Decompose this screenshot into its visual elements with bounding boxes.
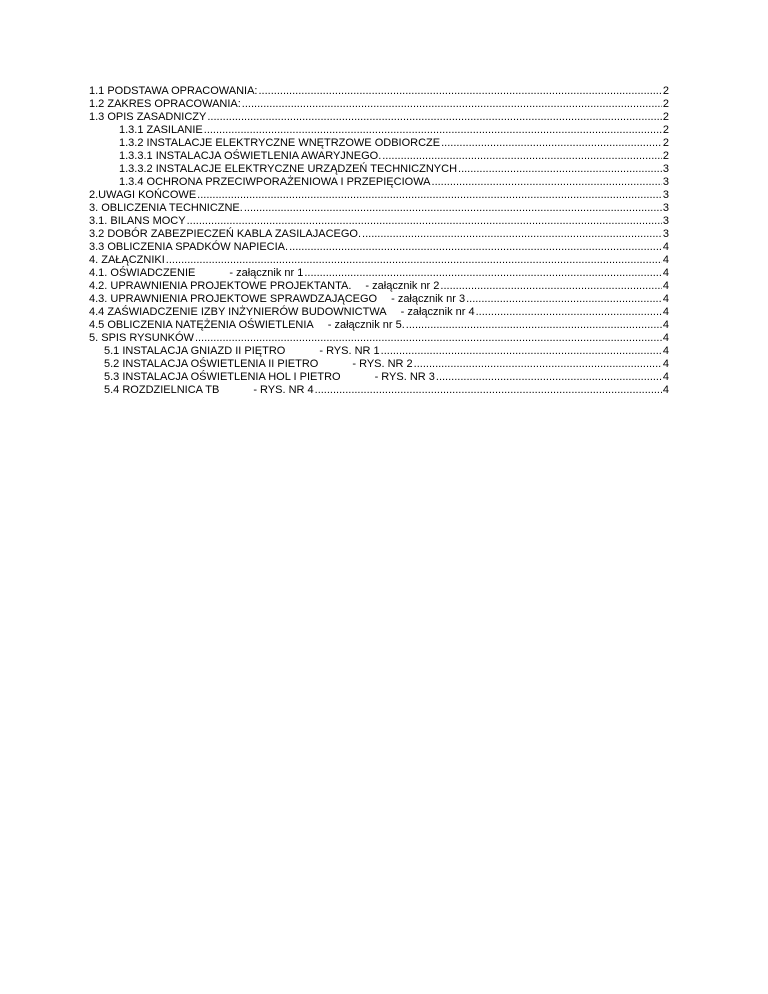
toc-entry-page-number: 4 xyxy=(662,241,669,253)
toc-entry-title-text: 3.2 DOBÓR ZABEZPIECZEŃ KABLA ZASILAJACEGO. xyxy=(89,228,362,240)
toc-entry[interactable] xyxy=(89,371,669,384)
toc-entry-attachment: - RYS. NR 1 xyxy=(319,345,380,357)
toc-entry-page-number: 4 xyxy=(662,254,669,266)
toc-entry-page-number: 4 xyxy=(662,371,669,383)
toc-entry-title xyxy=(89,98,241,111)
toc-entry-title-text: 5.3 INSTALACJA OŚWIETLENIA HOL I PIETRO xyxy=(104,371,341,383)
toc-entry[interactable] xyxy=(89,254,669,267)
toc-entry[interactable] xyxy=(89,189,669,202)
toc-entry-title xyxy=(119,137,440,150)
dot-leader xyxy=(244,202,662,215)
dot-leader xyxy=(187,215,662,228)
dot-leader xyxy=(259,85,662,98)
toc-entry-page-number: 2 xyxy=(662,98,669,110)
toc-entry-title-text: 1.3.2 INSTALACJE ELEKTRYCZNE WNĘTRZOWE ODBIORCZE xyxy=(119,137,441,149)
dot-leader xyxy=(195,332,662,345)
toc-entry-page-number: 4 xyxy=(662,319,669,331)
dot-leader xyxy=(436,371,662,384)
toc-entry-title-text: 1.3.1 ZASILANIE xyxy=(119,124,203,136)
toc-entry-title xyxy=(104,358,413,371)
toc-entry[interactable] xyxy=(89,319,669,332)
toc-entry-title xyxy=(104,371,435,384)
toc-entry[interactable] xyxy=(89,293,669,306)
toc-entry-attachment: - RYS. NR 2 xyxy=(352,358,413,370)
toc-entry-page-number: 4 xyxy=(662,384,669,396)
toc-entry-title-text: 4.2. UPRAWNIENIA PROJEKTOWE PROJEKTANTA. xyxy=(89,280,352,292)
toc-entry[interactable] xyxy=(89,137,669,150)
toc-entry-page-number: 3 xyxy=(662,228,669,240)
toc-entry[interactable] xyxy=(89,358,669,371)
dot-leader xyxy=(204,124,662,137)
toc-entry[interactable] xyxy=(89,85,669,98)
toc-entry-page-number: 3 xyxy=(662,189,669,201)
toc-entry[interactable] xyxy=(89,280,669,293)
toc-entry-page-number: 3 xyxy=(662,176,669,188)
toc-entry[interactable] xyxy=(89,215,669,228)
toc-entry[interactable] xyxy=(89,332,669,345)
toc-entry-title xyxy=(89,306,475,319)
toc-entry-attachment: - załącznik nr 4 xyxy=(400,306,475,318)
toc-entry-title-text: 4.5 OBLICZENIA NATĘŻENIA OŚWIETLENIA xyxy=(89,319,314,331)
toc-entry-title-text: 4.4 ZAŚWIADCZENIE IZBY INŻYNIERÓW BUDOWNICTWA xyxy=(89,306,387,318)
toc-entry-title-text: 5.4 ROZDZIELNICA TB xyxy=(104,384,220,396)
toc-entry-title-text: 1.2 ZAKRES OPRACOWANIA: xyxy=(89,98,241,110)
toc-entry-page-number: 3 xyxy=(662,215,669,227)
toc-entry-title xyxy=(89,215,186,228)
toc-entry-title-text: 5.1 INSTALACJA GNIAZD II PIĘTRO xyxy=(104,345,286,357)
dot-leader xyxy=(207,111,662,124)
dot-leader xyxy=(406,319,662,332)
toc-entry-title xyxy=(119,176,431,189)
dot-leader xyxy=(304,267,662,280)
toc-entry-title xyxy=(89,241,288,254)
toc-entry-title-text: 1.3.4 OCHRONA PRZECIWPORAŻENIOWA I PRZEPIĘCIOWA xyxy=(119,176,431,188)
toc-entry-page-number: 4 xyxy=(662,345,669,357)
toc-entry-title-text: 4.3. UPRAWNIENIA PROJEKTOWE SPRAWDZAJĄCEGO xyxy=(89,293,378,305)
dot-leader xyxy=(197,189,662,202)
dot-leader xyxy=(362,228,662,241)
toc-entry-title-text: 3. OBLICZENIA TECHNICZNE. xyxy=(89,202,243,214)
toc-entry-title xyxy=(89,280,439,293)
toc-entry[interactable] xyxy=(89,228,669,241)
toc-entry[interactable] xyxy=(89,176,669,189)
toc-entry[interactable] xyxy=(89,163,669,176)
toc-entry-attachment: - załącznik nr 5. xyxy=(327,319,405,331)
toc-entry-title-text: 1.3.3.2 INSTALACJE ELEKTRYCZNE URZĄDZEŃ TECHNICZNYCH xyxy=(119,163,458,175)
dot-leader xyxy=(381,345,662,358)
toc-entry-title xyxy=(89,189,196,202)
toc-entry[interactable] xyxy=(89,111,669,124)
toc-entry-page-number: 4 xyxy=(662,280,669,292)
toc-entry-title-text: 4.1. OŚWIADCZENIE xyxy=(89,267,196,279)
toc-entry-page-number: 4 xyxy=(662,293,669,305)
dot-leader xyxy=(476,306,662,319)
toc-entry-title xyxy=(89,254,165,267)
toc-entry-title-text: 3.1. BILANS MOCY xyxy=(89,215,186,227)
toc-entry-title xyxy=(89,111,206,124)
toc-entry-attachment: - RYS. NR 4 xyxy=(253,384,314,396)
toc-entry-attachment: - załącznik nr 3 xyxy=(391,293,466,305)
toc-entry-title-text: 1.3 OPIS ZASADNICZY xyxy=(89,111,207,123)
toc-entry[interactable] xyxy=(89,384,669,397)
toc-entry-page-number: 2 xyxy=(662,124,669,136)
dot-leader xyxy=(289,241,662,254)
toc-entry[interactable] xyxy=(89,202,669,215)
toc-entry-title xyxy=(104,384,314,397)
toc-entry[interactable] xyxy=(89,241,669,254)
toc-entry-page-number: 2 xyxy=(662,85,669,97)
toc-entry-page-number: 4 xyxy=(662,267,669,279)
dot-leader xyxy=(242,98,662,111)
toc-entry-page-number: 2 xyxy=(662,137,669,149)
toc-entry-title-text: 1.1 PODSTAWA OPRACOWANIA: xyxy=(89,85,258,97)
toc-entry-title xyxy=(119,150,381,163)
toc-entry-title xyxy=(89,267,303,280)
dot-leader xyxy=(432,176,662,189)
dot-leader xyxy=(441,137,662,150)
toc-entry-title-text: 3.3 OBLICZENIA SPADKÓW NAPIECIA. xyxy=(89,241,289,253)
toc-entry-attachment: - załącznik nr 2 xyxy=(365,280,440,292)
dot-leader xyxy=(382,150,662,163)
toc-entry-page-number: 4 xyxy=(662,358,669,370)
dot-leader xyxy=(458,163,662,176)
toc-entry-title-text: 1.3.3.1 INSTALACJA OŚWIETLENIA AWARYJNEGO. xyxy=(119,150,382,162)
toc-entry-attachment: - RYS. NR 3 xyxy=(374,371,435,383)
toc-entry[interactable] xyxy=(89,124,669,137)
toc-entry-title xyxy=(119,124,203,137)
toc-entry-title-text: 5.2 INSTALACJA OŚWIETLENIA II PIETRO xyxy=(104,358,319,370)
toc-entry-title xyxy=(89,332,194,345)
toc-entry-title xyxy=(89,293,465,306)
toc-entry[interactable] xyxy=(89,345,669,358)
toc-entry-attachment: - załącznik nr 1 xyxy=(229,267,304,279)
toc-entry-page-number: 2 xyxy=(662,111,669,123)
toc-entry-title xyxy=(89,319,405,332)
dot-leader xyxy=(440,280,661,293)
toc-entry[interactable] xyxy=(89,306,669,319)
toc-entry-title xyxy=(119,163,457,176)
toc-entry-page-number: 4 xyxy=(662,332,669,344)
table-of-contents xyxy=(89,85,669,397)
toc-entry-title-text: 2.UWAGI KOŃCOWE xyxy=(89,189,197,201)
toc-entry-page-number: 3 xyxy=(662,163,669,175)
toc-entry-title xyxy=(89,202,243,215)
toc-entry[interactable] xyxy=(89,150,669,163)
toc-entry-page-number: 4 xyxy=(662,306,669,318)
toc-entry-title xyxy=(104,345,380,358)
dot-leader xyxy=(414,358,662,371)
toc-entry-title-text: 4. ZAŁĄCZNIKI xyxy=(89,254,165,266)
dot-leader xyxy=(166,254,662,267)
toc-entry-page-number: 3 xyxy=(662,202,669,214)
toc-entry[interactable] xyxy=(89,98,669,111)
dot-leader xyxy=(466,293,662,306)
toc-entry-title xyxy=(89,228,361,241)
toc-entry-title-text: 5. SPIS RYSUNKÓW xyxy=(89,332,194,344)
toc-entry-title xyxy=(89,85,258,98)
toc-entry-page-number: 2 xyxy=(662,150,669,162)
dot-leader xyxy=(315,384,662,397)
toc-entry[interactable] xyxy=(89,267,669,280)
